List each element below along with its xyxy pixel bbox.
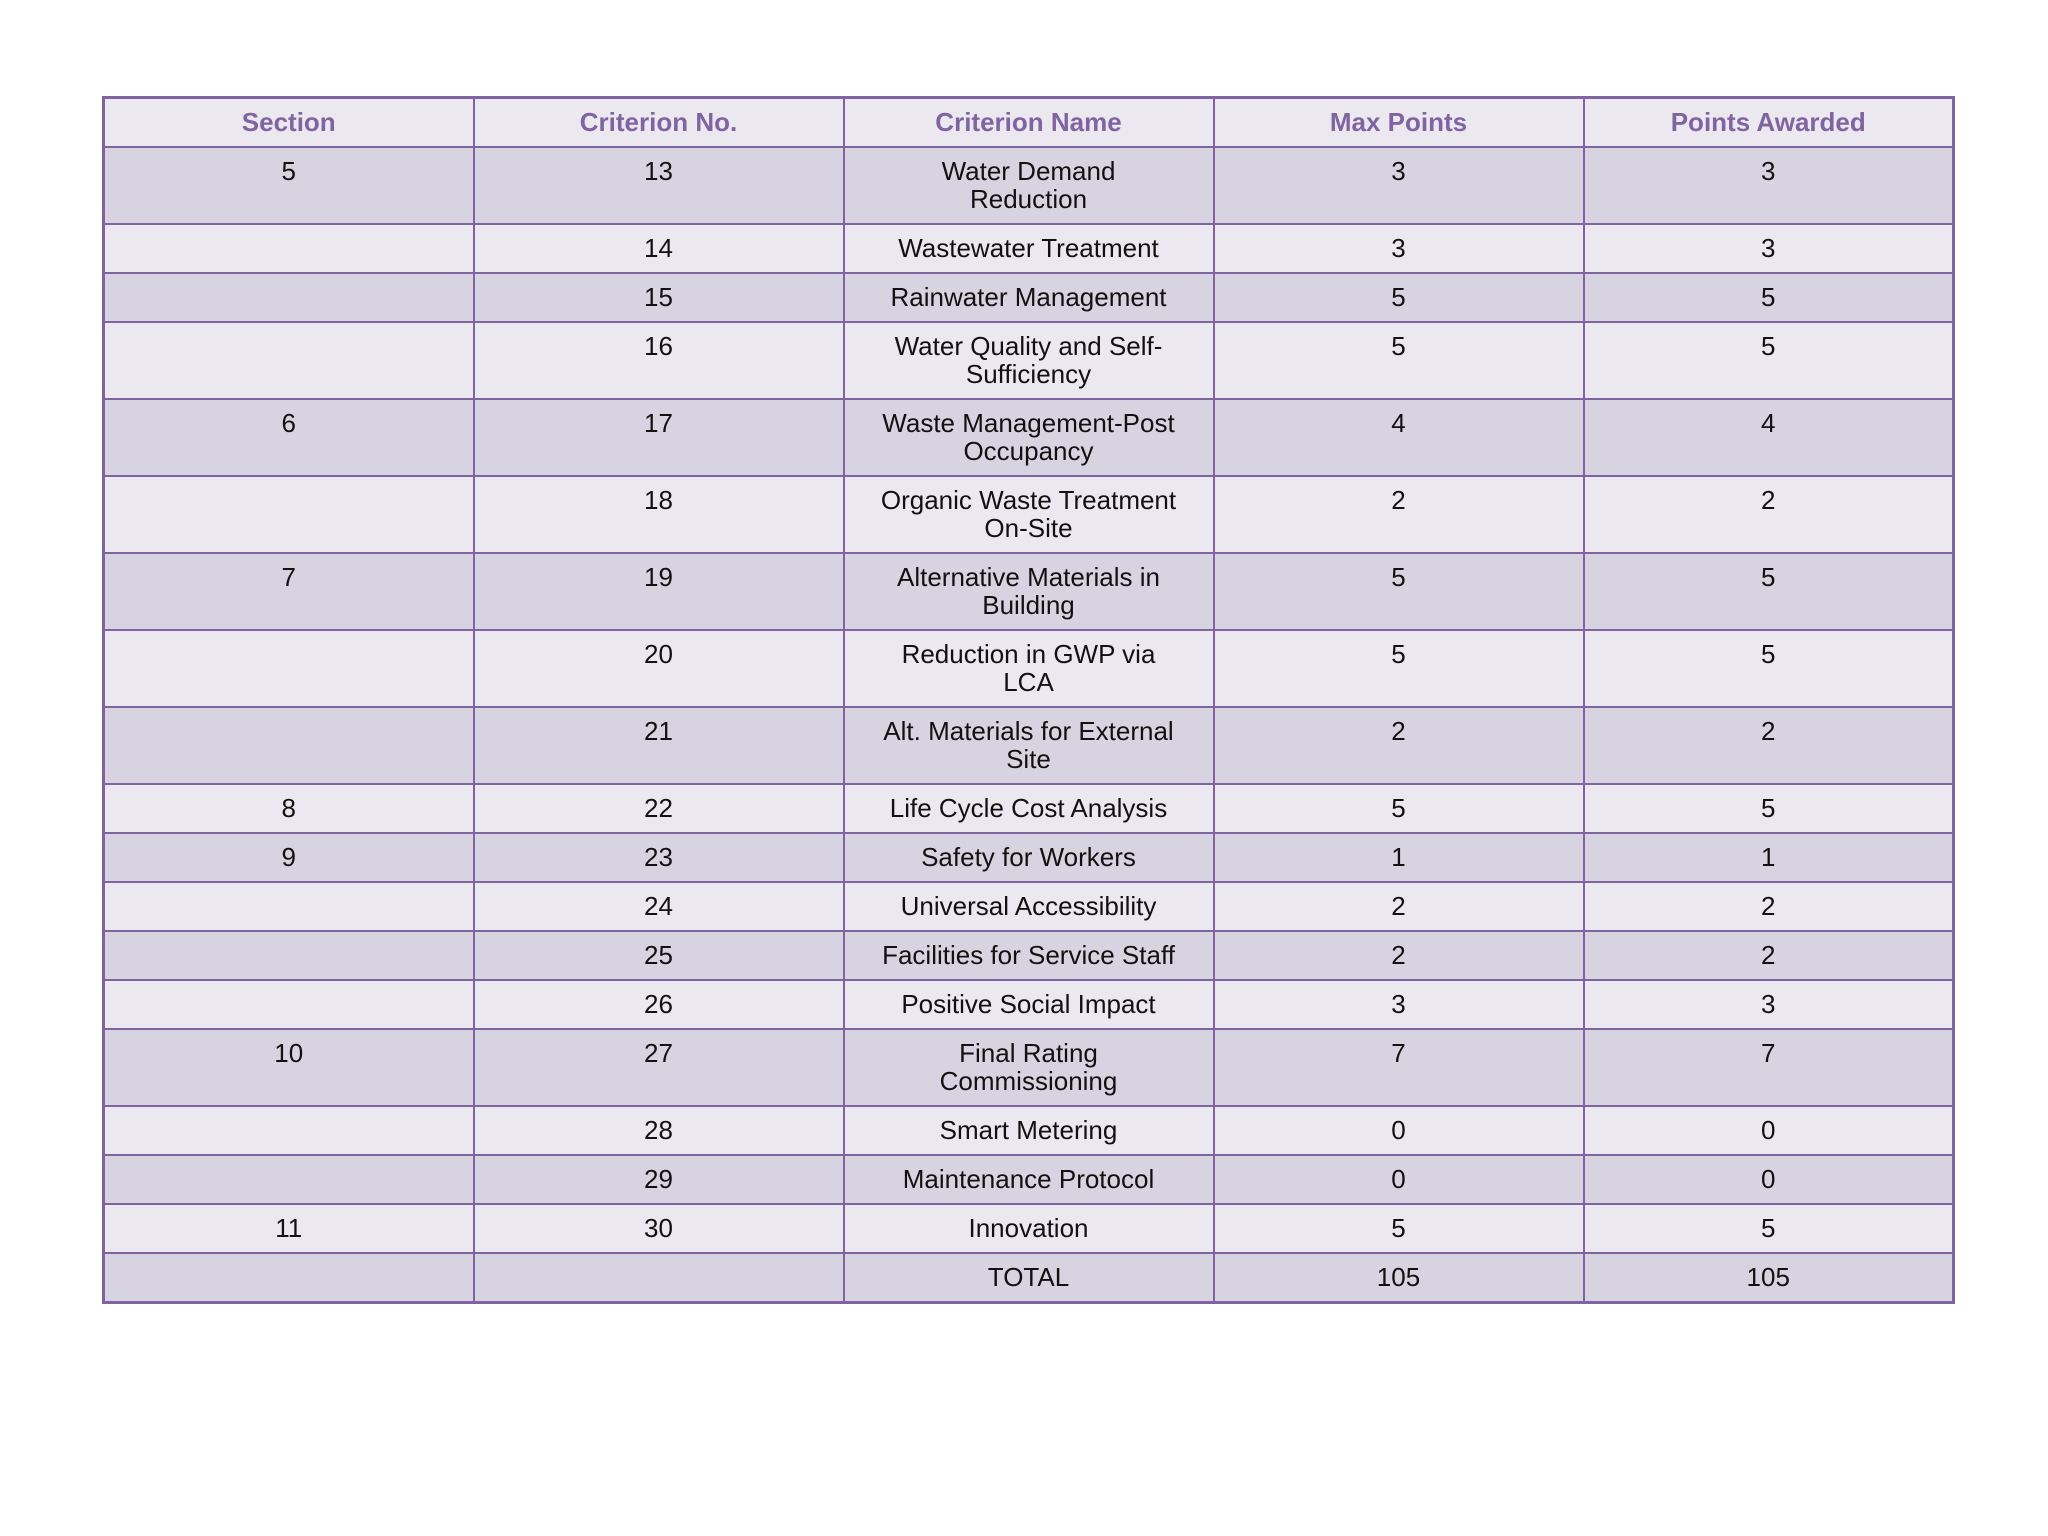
- table-row: [104, 1155, 1954, 1204]
- cell-max-points: 2: [1214, 476, 1584, 553]
- table-row: [104, 147, 1954, 224]
- cell-criterion-no: 23: [474, 833, 844, 882]
- cell-points-awarded: 3: [1584, 980, 1954, 1029]
- cell-criterion-no: 22: [474, 784, 844, 833]
- table-row: [104, 931, 1954, 980]
- cell-criterion-name: Safety for Workers: [844, 833, 1214, 882]
- cell-points-awarded: 2: [1584, 476, 1954, 553]
- table-row: [104, 476, 1954, 553]
- cell-criterion-no: 24: [474, 882, 844, 931]
- cell-criterion-name: Organic Waste Treatment On-Site: [844, 476, 1214, 553]
- header-criterion-name: Criterion Name: [844, 98, 1214, 148]
- cell-max-points: 3: [1214, 147, 1584, 224]
- cell-criterion-no: 29: [474, 1155, 844, 1204]
- cell-criterion-no: 20: [474, 630, 844, 707]
- cell-section: 8: [104, 784, 474, 833]
- cell-points-awarded: 2: [1584, 931, 1954, 980]
- cell-criterion-name: Alt. Materials for External Site: [844, 707, 1214, 784]
- table-row: [104, 1106, 1954, 1155]
- cell-max-points: 5: [1214, 630, 1584, 707]
- cell-section: 7: [104, 553, 474, 630]
- cell-points-awarded: 2: [1584, 707, 1954, 784]
- cell-criterion-no: 13: [474, 147, 844, 224]
- cell-criterion-no: 17: [474, 399, 844, 476]
- cell-max-points: 0: [1214, 1155, 1584, 1204]
- cell-points-awarded: 3: [1584, 147, 1954, 224]
- cell-max-points: 5: [1214, 273, 1584, 322]
- table-row: [104, 784, 1954, 833]
- cell-criterion-name: Universal Accessibility: [844, 882, 1214, 931]
- cell-criterion-name: Final Rating Commissioning: [844, 1029, 1214, 1106]
- table-row: [104, 224, 1954, 273]
- cell-criterion-name: Reduction in GWP via LCA: [844, 630, 1214, 707]
- cell-section: [104, 1155, 474, 1204]
- cell-section: [104, 1253, 474, 1303]
- cell-max-points: 5: [1214, 1204, 1584, 1253]
- cell-points-awarded: 5: [1584, 553, 1954, 630]
- cell-max-points: 3: [1214, 224, 1584, 273]
- cell-criterion-name: Maintenance Protocol: [844, 1155, 1214, 1204]
- cell-criterion-no: 16: [474, 322, 844, 399]
- cell-max-points: 5: [1214, 553, 1584, 630]
- cell-max-points: 3: [1214, 980, 1584, 1029]
- cell-section: [104, 931, 474, 980]
- total-points-awarded: 105: [1584, 1253, 1954, 1303]
- cell-criterion-name: Rainwater Management: [844, 273, 1214, 322]
- cell-criterion-no: 30: [474, 1204, 844, 1253]
- cell-criterion-name: Wastewater Treatment: [844, 224, 1214, 273]
- table-row: [104, 882, 1954, 931]
- cell-section: 5: [104, 147, 474, 224]
- cell-criterion-name: Innovation: [844, 1204, 1214, 1253]
- table-row: [104, 630, 1954, 707]
- cell-section: 6: [104, 399, 474, 476]
- cell-points-awarded: 0: [1584, 1106, 1954, 1155]
- document-page: [102, 96, 1952, 1304]
- header-points-awarded: Points Awarded: [1584, 98, 1954, 148]
- header-criterion-no: Criterion No.: [474, 98, 844, 148]
- cell-section: [104, 980, 474, 1029]
- cell-section: [104, 882, 474, 931]
- cell-criterion-no: 26: [474, 980, 844, 1029]
- cell-section: [104, 224, 474, 273]
- cell-criterion-name: Smart Metering: [844, 1106, 1214, 1155]
- cell-section: 10: [104, 1029, 474, 1106]
- cell-criterion-name: Facilities for Service Staff: [844, 931, 1214, 980]
- cell-points-awarded: 5: [1584, 322, 1954, 399]
- cell-criterion-no: 15: [474, 273, 844, 322]
- table-header-row: [104, 98, 1954, 148]
- cell-section: [104, 1106, 474, 1155]
- cell-section: [104, 476, 474, 553]
- cell-criterion-no: 19: [474, 553, 844, 630]
- cell-criterion-name: Positive Social Impact: [844, 980, 1214, 1029]
- table-row: [104, 1029, 1954, 1106]
- cell-criterion-no: 14: [474, 224, 844, 273]
- cell-max-points: 1: [1214, 833, 1584, 882]
- header-section: Section: [104, 98, 474, 148]
- criteria-table: [102, 96, 1955, 1304]
- cell-section: 11: [104, 1204, 474, 1253]
- table-row: [104, 980, 1954, 1029]
- header-max-points: Max Points: [1214, 98, 1584, 148]
- cell-points-awarded: 4: [1584, 399, 1954, 476]
- cell-points-awarded: 3: [1584, 224, 1954, 273]
- cell-max-points: 4: [1214, 399, 1584, 476]
- cell-max-points: 0: [1214, 1106, 1584, 1155]
- cell-max-points: 2: [1214, 882, 1584, 931]
- cell-section: [104, 630, 474, 707]
- cell-points-awarded: 5: [1584, 784, 1954, 833]
- cell-max-points: 5: [1214, 322, 1584, 399]
- cell-section: 9: [104, 833, 474, 882]
- cell-points-awarded: 5: [1584, 273, 1954, 322]
- cell-section: [104, 322, 474, 399]
- cell-criterion-no: [474, 1253, 844, 1303]
- cell-section: [104, 707, 474, 784]
- cell-criterion-no: 27: [474, 1029, 844, 1106]
- table-row: [104, 322, 1954, 399]
- cell-criterion-name: Alternative Materials in Building: [844, 553, 1214, 630]
- cell-points-awarded: 7: [1584, 1029, 1954, 1106]
- cell-criterion-name: Water Demand Reduction: [844, 147, 1214, 224]
- cell-points-awarded: 0: [1584, 1155, 1954, 1204]
- table-row: [104, 833, 1954, 882]
- cell-points-awarded: 5: [1584, 630, 1954, 707]
- table-total-row: [104, 1253, 1954, 1303]
- table-row: [104, 1204, 1954, 1253]
- cell-criterion-no: 25: [474, 931, 844, 980]
- table-row: [104, 707, 1954, 784]
- total-max-points: 105: [1214, 1253, 1584, 1303]
- cell-points-awarded: 1: [1584, 833, 1954, 882]
- total-label: TOTAL: [844, 1253, 1214, 1303]
- cell-criterion-name: Water Quality and Self-Sufficiency: [844, 322, 1214, 399]
- table-row: [104, 399, 1954, 476]
- cell-points-awarded: 2: [1584, 882, 1954, 931]
- cell-criterion-no: 28: [474, 1106, 844, 1155]
- table-row: [104, 553, 1954, 630]
- cell-points-awarded: 5: [1584, 1204, 1954, 1253]
- cell-max-points: 7: [1214, 1029, 1584, 1106]
- cell-max-points: 2: [1214, 707, 1584, 784]
- cell-max-points: 5: [1214, 784, 1584, 833]
- cell-max-points: 2: [1214, 931, 1584, 980]
- cell-criterion-name: Life Cycle Cost Analysis: [844, 784, 1214, 833]
- table-row: [104, 273, 1954, 322]
- cell-criterion-no: 21: [474, 707, 844, 784]
- cell-section: [104, 273, 474, 322]
- cell-criterion-name: Waste Management-Post Occupancy: [844, 399, 1214, 476]
- cell-criterion-no: 18: [474, 476, 844, 553]
